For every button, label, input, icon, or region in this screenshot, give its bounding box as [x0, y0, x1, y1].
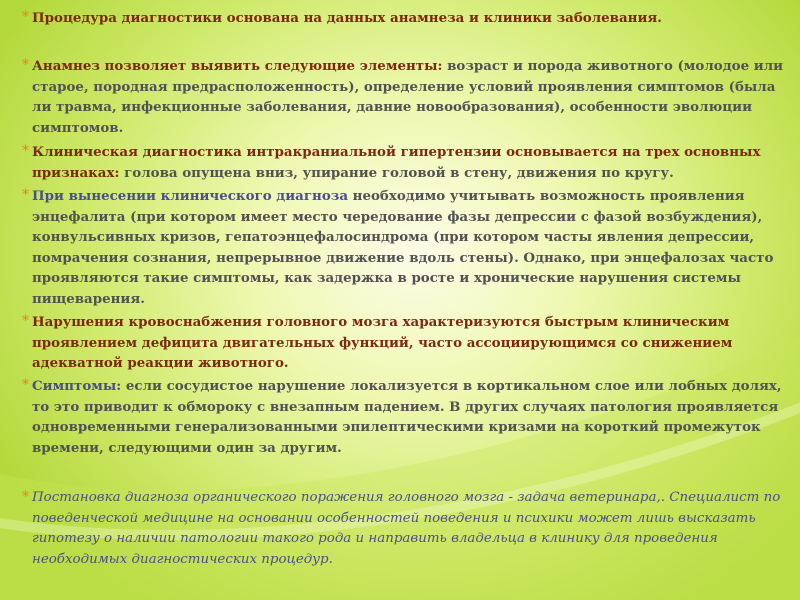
bullet-marker-icon: *: [22, 377, 29, 393]
bullet-2: [22, 56, 784, 138]
bullet-marker-icon: *: [22, 313, 29, 329]
bullet-3-text: голова опущена вниз, упирание головой в стену, движения по кругу.: [119, 164, 674, 181]
bullet-7: [22, 488, 784, 570]
bullet-5-lead: Нарушения кровоснабжения головного мозга характеризуются быстрым клиническим проявлением дефицита двигательных функций, часто ассоциирующимся со снижением адекватной реакции животного.: [32, 314, 733, 372]
bullet-6-text: если сосудистое нарушение локализуется в кортикальном слое или лобных долях, то это приводит к обмороку с внезапным падением. В других случаях патология проявляется одновременными генерализованными эпилептическими кризами на короткий промежуток времени, следующими один за другим.: [32, 378, 782, 456]
bullet-5: [22, 312, 784, 374]
bullet-marker-icon: *: [22, 9, 29, 25]
bullet-2-lead: Анамнез позволяет выявить следующие элементы:: [32, 58, 443, 74]
bullet-7-text: Постановка диагноза органического поражения головного мозга - задача ветеринара,. Специалист по поведенческой медицине на основании особенностей поведения и психики может лишь высказать гипотезу о наличии патологии такого рода и направить владельца в клинику для проведения необходимых диагностических процедур.: [32, 490, 781, 567]
bullet-3-lead: Клиническая диагностика интракраниальной гипертензии основывается на трех основных признаках:: [32, 144, 761, 181]
bullet-4-text: необходимо учитывать возможность проявления энцефалита (при котором имеет место чередование фазы депрессии с фазой возбуждения), конвульсивных кризов, гепатоэнцефалосиндрома (при котором часты явления депрессии, помрачения сознания, непрерывное движение вдоль стены). Однако, при энцефалозах часто проявляются такие симптомы, как задержка в росте и хронические нарушения системы пищеварения.: [32, 188, 774, 307]
bullet-6-lead: Симптомы:: [32, 378, 122, 394]
bullet-marker-icon: *: [22, 57, 29, 73]
bullet-4-lead: При вынесении клинического диагноза: [32, 188, 348, 204]
bullet-marker-icon: *: [22, 143, 29, 159]
bullet-1-text: Процедура диагностики основана на данных анамнеза и клиники заболевания.: [32, 10, 662, 26]
bullet-4: [22, 186, 784, 310]
bullet-marker-icon: *: [22, 187, 29, 203]
bullet-marker-icon: *: [22, 489, 29, 505]
bullet-3: [22, 142, 784, 183]
bullet-1: [22, 8, 784, 29]
bullet-2-text: возраст и порода животного (молодое или старое, породная предрасположенность), определение условий проявления симптомов (была ли травма, инфекционные заболевания, давние новообразования), особенности эволюции симптомов.: [32, 58, 784, 136]
bullet-6: [22, 376, 784, 458]
